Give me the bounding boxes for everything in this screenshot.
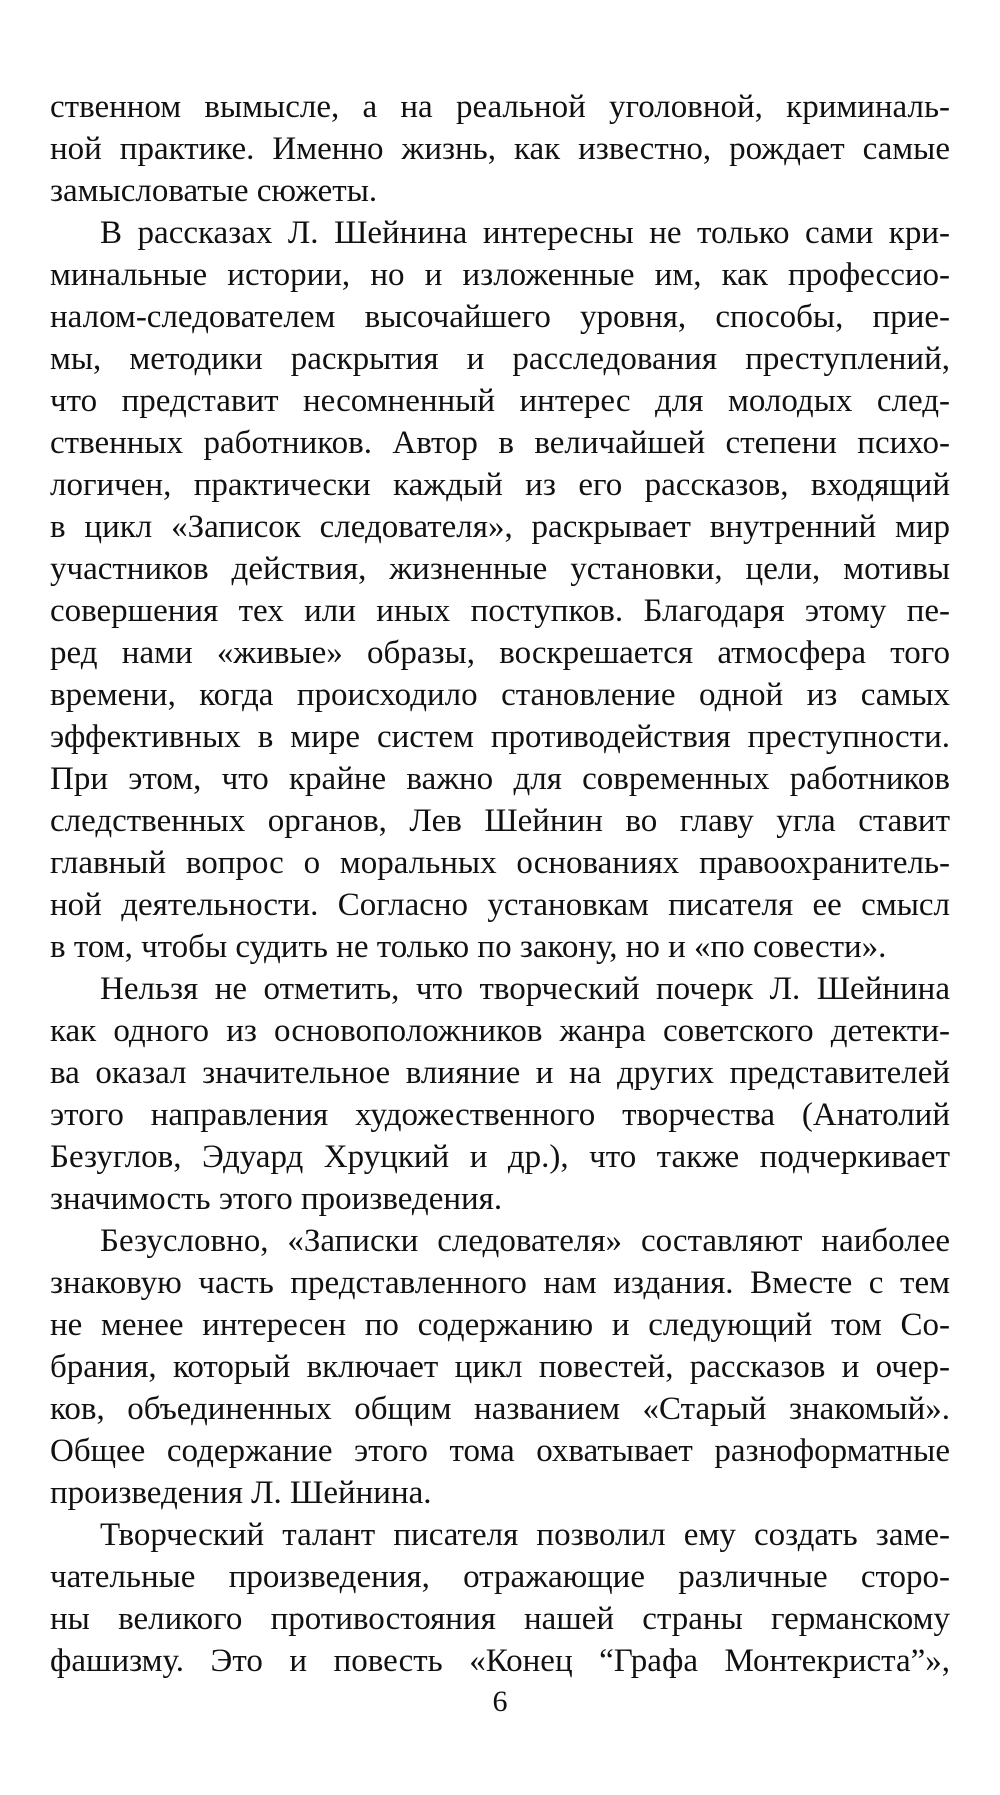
text-line: времени, когда происходило становление одной из самых: [50, 677, 950, 713]
text-line: ред нами «живые» образы, воскрешается атмосфера того: [50, 635, 950, 671]
text-line: главный вопрос о моральных основаниях правоохранитель-: [50, 845, 950, 881]
page-body: [50, 86, 950, 1682]
paragraph: [50, 1514, 950, 1682]
text-line: участников действия, жизненные установки, цели, мотивы: [50, 551, 950, 587]
text-line: этого направления художественного творчества (Анатолий: [50, 1097, 950, 1133]
text-line: ны великого противостояния нашей страны германскому: [50, 1601, 950, 1637]
text-line: как одного из основоположников жанра советского детекти-: [50, 1013, 950, 1049]
text-line: совершения тех или иных поступков. Благодаря этому пе-: [50, 593, 950, 629]
text-line: следственных органов, Лев Шейнин во главу угла ставит: [50, 803, 950, 839]
text-line: ственных работников. Автор в величайшей степени психо-: [50, 425, 950, 461]
paragraph: [50, 212, 950, 968]
text-line: чательные произведения, отражающие различные сторо-: [50, 1559, 950, 1595]
text-line: мы, методики раскрытия и расследования преступлений,: [50, 341, 950, 377]
paragraph: [50, 968, 950, 1220]
text-line: не менее интересен по содержанию и следующий том Со-: [50, 1307, 950, 1343]
paragraph: [50, 1220, 950, 1514]
text-line: логичен, практически каждый из его рассказов, входящий: [50, 467, 950, 503]
text-line: ной практике. Именно жизнь, как известно, рождает самые: [50, 131, 950, 167]
text-line: Общее содержание этого тома охватывает разноформатные: [50, 1433, 950, 1469]
text-line: знаковую часть представленного нам издания. Вместе с тем: [50, 1265, 950, 1301]
text-line: Творческий талант писателя позволил ему создать заме-: [100, 1517, 950, 1553]
paragraph: [50, 86, 950, 212]
text-line: минальные истории, но и изложенные им, как профессио-: [50, 257, 950, 293]
text-line: в цикл «Записок следователя», раскрывает внутренний мир: [50, 509, 950, 545]
text-line: брания, который включает цикл повестей, рассказов и очер-: [50, 1349, 950, 1385]
text-line: замысловатые сюжеты.: [50, 173, 378, 209]
text-line: эффективных в мире систем противодействия преступности.: [50, 719, 950, 755]
text-line: в том, чтобы судить не только по закону, но и «по совести».: [50, 929, 887, 965]
text-line: ва оказал значительное влияние и на других представителей: [50, 1055, 950, 1091]
text-line: Нельзя не отметить, что творческий почерк Л. Шейнина: [100, 971, 950, 1007]
text-line: ков, объединенных общим названием «Старый знакомый».: [50, 1391, 950, 1427]
page-number: 6: [492, 1685, 508, 1718]
text-line: ственном вымысле, а на реальной уголовной, криминаль-: [50, 89, 950, 125]
text-line: ной деятельности. Согласно установкам писателя ее смысл: [50, 887, 950, 923]
text-line: произведения Л. Шейнина.: [50, 1475, 432, 1511]
text-line: что представит несомненный интерес для молодых след-: [50, 383, 950, 419]
text-line: фашизму. Это и повесть «Конец “Графа Монтекриста”»,: [50, 1643, 950, 1679]
text-line: значимость этого произведения.: [50, 1181, 503, 1217]
text-line: налом-следователем высочайшего уровня, способы, прие-: [50, 299, 950, 335]
text-line: При этом, что крайне важно для современных работников: [50, 761, 950, 797]
text-line: В рассказах Л. Шейнина интересны не только сами кри-: [100, 215, 950, 251]
text-line: Безусловно, «Записки следователя» составляют наиболее: [100, 1223, 950, 1259]
text-line: Безуглов, Эдуард Хруцкий и др.), что также подчеркивает: [50, 1139, 950, 1175]
